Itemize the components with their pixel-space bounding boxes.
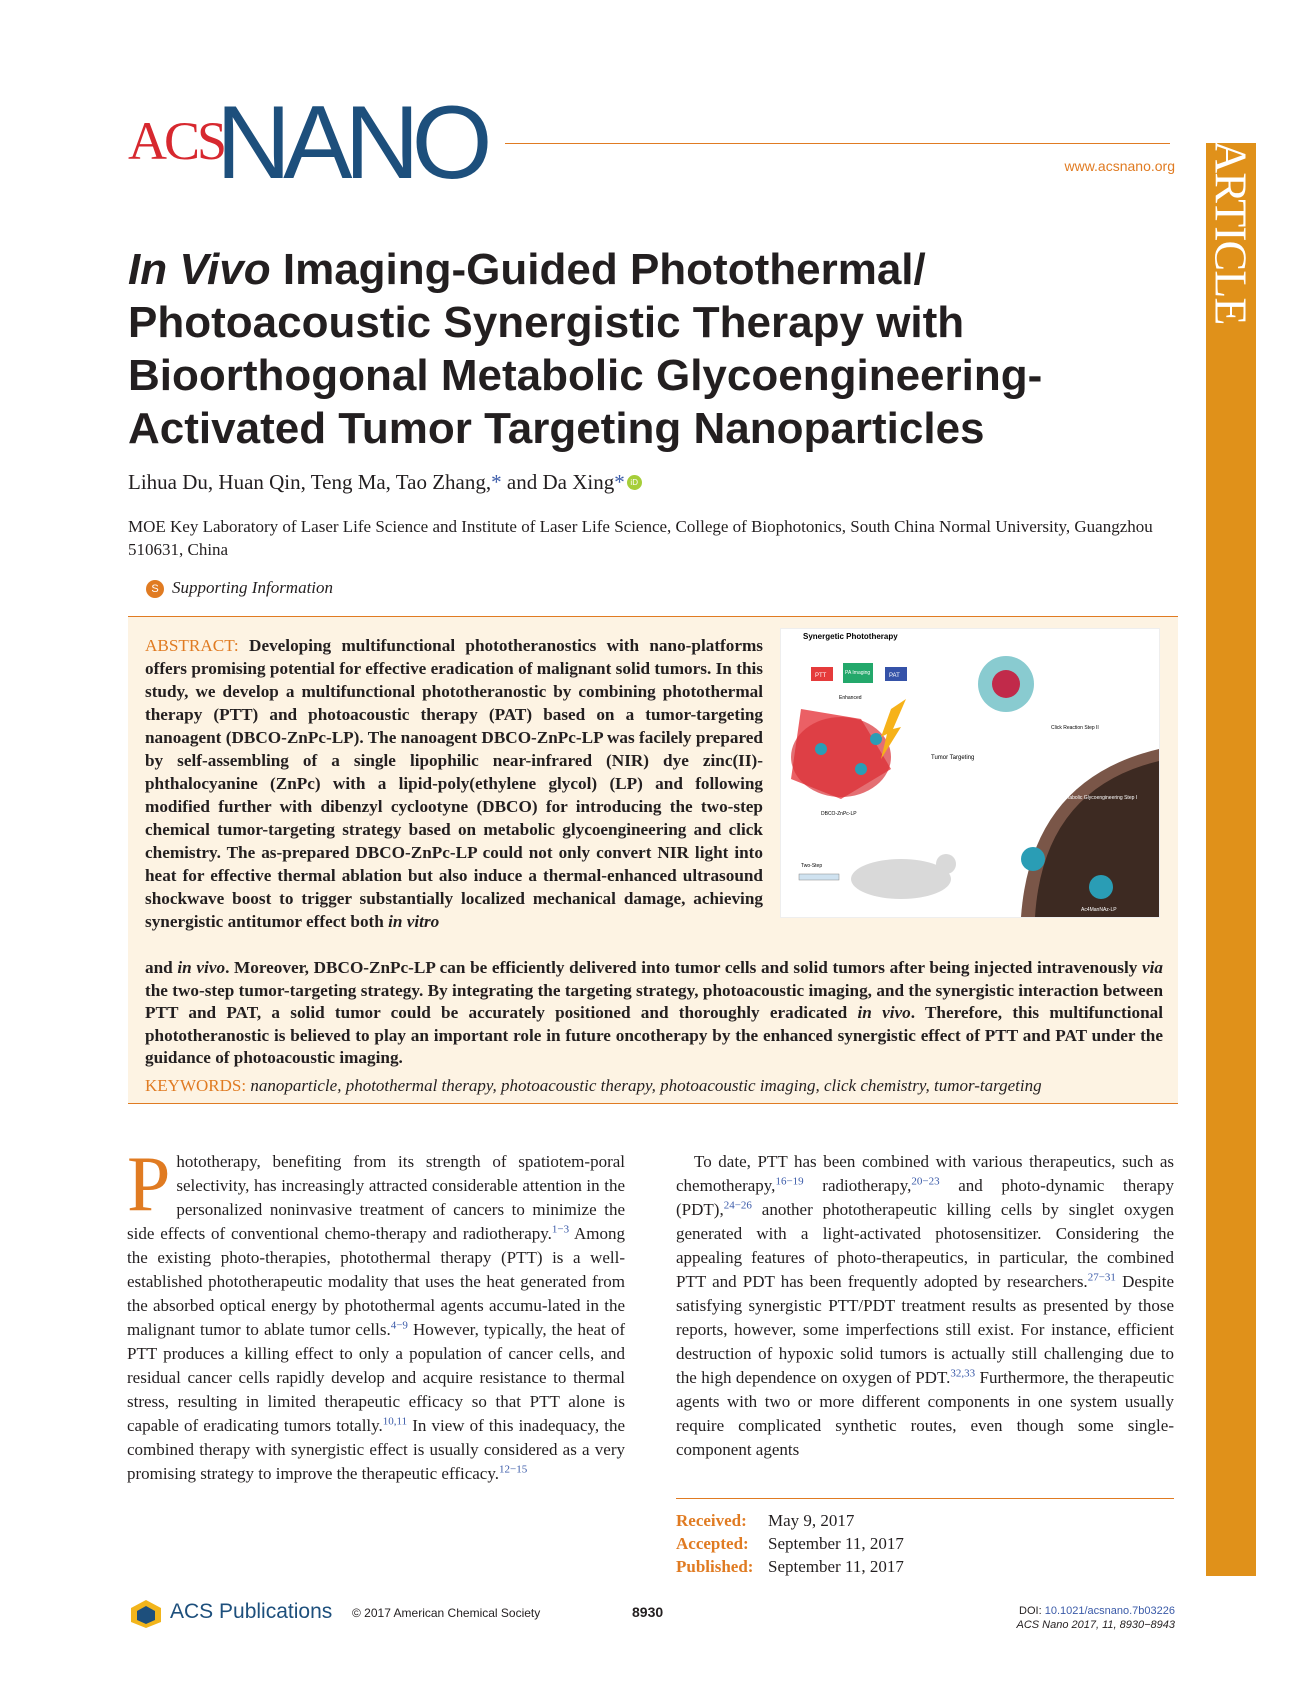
body-text: Among the existing photo-therapies, photothermal therapy (PTT) is a well-established phototherapeutic modality that uses the heat generated from the absorbed optical energy by photothermal agents accumu-lated in the malignant tumor to ablate tumor cells.	[127, 1224, 626, 1339]
nanoparticle	[815, 743, 827, 755]
citation-ref[interactable]: 12−15	[498, 1463, 528, 1476]
doi-link[interactable]: 10.1021/acsnano.7b03226	[1044, 1605, 1175, 1617]
nanoparticle	[855, 763, 867, 775]
received-label: Received:	[676, 1511, 747, 1530]
accepted-row	[676, 1532, 1174, 1555]
nanoparticle	[1021, 847, 1045, 871]
body-text: radiotherapy,	[803, 1176, 912, 1195]
citation-ref[interactable]: 16−19	[775, 1175, 804, 1188]
published-label: Published:	[676, 1557, 754, 1576]
body-text: hototherapy, benefiting from its strength of spatiotem-poral selectivity, has increasingly attracted considerable attention in the personalized noninvasive treatment of cancers to minimize the side effects of conventional chemo-therapy and radiotherapy.	[127, 1152, 625, 1243]
article-title	[128, 243, 1188, 455]
body-text: Furthermore, the therapeutic agents with two or more different components in one system usually require complicated synthetic routes, even though some single-component agents	[676, 1368, 1175, 1459]
authors-text: Lihua Du, Huan Qin, Teng Ma, Tao Zhang,	[128, 470, 492, 494]
publication-dates	[676, 1498, 1174, 1578]
accepted-date: September 11, 2017	[768, 1534, 904, 1553]
toc-pat: PAT	[889, 673, 900, 679]
body-column-2	[676, 1150, 1174, 1462]
supporting-info-icon: S	[146, 580, 164, 598]
title-italic: In Vivo	[128, 245, 271, 294]
page-number: 8930	[632, 1604, 664, 1620]
body-text: However, typically, the heat of PTT produces a killing effect to only a population of cancer cells, and residual cancer cells rapidly develop and acquire resistance to thermal stress, resulting in limited therapeutic efficacy so that PTT alone is capable of eradicating tumors totally.	[127, 1320, 625, 1435]
doi-block	[1016, 1604, 1175, 1632]
citation-ref[interactable]: 24−26	[723, 1199, 752, 1212]
abstract-text: the two-step tumor-targeting strategy. By integrating the targeting strategy, photoacoustic imaging, and the synergistic interaction between PTT and PAT, a solid tumor could be accurately positioned and thoroughly eradicated	[145, 980, 1163, 1022]
body-column-1	[127, 1140, 626, 1486]
received-date: May 9, 2017	[768, 1511, 855, 1530]
acs-hexagon-icon	[128, 1598, 164, 1628]
accepted-label: Accepted:	[676, 1534, 749, 1553]
logo-nano: NANO	[216, 85, 485, 201]
authors-last: and Da Xing	[501, 470, 615, 494]
orcid-icon[interactable]: iD	[627, 475, 642, 490]
toc-ptt: PTT	[815, 673, 827, 679]
keywords	[145, 1076, 1163, 1096]
abstract-label: ABSTRACT:	[145, 636, 239, 655]
header-rule	[505, 143, 1170, 144]
published-date: September 11, 2017	[768, 1557, 904, 1576]
logo-acs: ACS	[128, 111, 225, 171]
keywords-list: nanoparticle, photothermal therapy, photoacoustic therapy, photoacoustic imaging, click chemistry, tumor-targeting	[250, 1076, 1042, 1095]
citation-ref[interactable]: 1−3	[551, 1223, 570, 1236]
nanoparticle	[870, 733, 882, 745]
dropcap: P	[127, 1140, 171, 1227]
citation-ref[interactable]: 32,33	[950, 1367, 976, 1380]
corresponding-star[interactable]: *	[614, 470, 625, 494]
copyright: © 2017 American Chemical Society	[352, 1606, 541, 1620]
nanoparticle	[1089, 875, 1113, 899]
title-text: Imaging-Guided Photothermal/ Photoacoustic Synergistic Therapy with Bioorthogonal Metabolic Glycoengineering-Activated Tumor Targeting Nanoparticles	[128, 245, 1043, 453]
article-side-label: ARTICLE	[1205, 140, 1257, 325]
abstract-part2	[145, 957, 1163, 1070]
published-row	[676, 1555, 1174, 1578]
abstract-text: . Moreover, DBCO-ZnPc-LP can be efficiently delivered into tumor cells and solid tumors after being injected intravenously	[225, 958, 1138, 977]
abstract-italic: in vivo	[857, 1003, 911, 1022]
received-row	[676, 1509, 1174, 1532]
author-list	[128, 470, 642, 495]
abstract-part1	[145, 634, 763, 933]
toc-acman: Ac4ManNAz-LP	[1081, 907, 1117, 913]
body-text: another phototherapeutic killing cells by singlet oxygen generated with a light-activated photosensitizer. Considering the appealing features of photo-therapeutics, in particular, the combined PTT and PDT has been frequently adopted by researchers.	[676, 1200, 1174, 1291]
toc-click-reaction: Click Reaction Step II	[1051, 725, 1099, 731]
doi-label: DOI:	[1019, 1605, 1042, 1617]
toc-tumor-targeting: Tumor Targeting	[931, 755, 975, 761]
publisher-name[interactable]: ACS Publications	[170, 1600, 333, 1623]
body-text: Despite satisfying synergistic PTT/PDT treatment results as presented by those reports, however, some imperfections still exist. For instance, efficient destruction of hypoxic solid tumors is actually still challenging due to the high dependence on oxygen of PDT.	[676, 1272, 1174, 1387]
citation: ACS Nano 2017, 11, 8930−8943	[1016, 1619, 1175, 1631]
toc-title: Synergetic Phototherapy	[803, 632, 898, 641]
mouse	[851, 859, 951, 899]
citation-ref[interactable]: 27−31	[1087, 1271, 1116, 1284]
keywords-label: KEYWORDS:	[145, 1076, 247, 1095]
nanoparticle-core	[992, 670, 1020, 698]
toc-dbco: DBCO-ZnPc-LP	[821, 811, 857, 817]
citation-ref[interactable]: 4−9	[390, 1319, 408, 1332]
abstract-italic: via	[1142, 958, 1164, 977]
acs-publications-logo[interactable]	[128, 1598, 164, 1628]
citation-ref[interactable]: 20−23	[911, 1175, 940, 1188]
abstract-text: . Therefore, this multifunctional phototheranostic is believed to play an important role in future oncotherapy by the enhanced synergistic effect of PTT and PAT under the guidance of photoacoustic imaging.	[145, 1003, 1163, 1067]
abstract-text: Developing multifunctional phototheranostics with nano-platforms offers promising potential for effective eradication of malignant solid tumors. In this study, we develop a multifunctional phototheranostic by combining photothermal therapy (PTT) and photoacoustic therapy (PAT) based on a tumor-targeting nanoagent (DBCO-ZnPc-LP). The nanoagent DBCO-ZnPc-LP was facilely prepared by self-assembling of a single lipophilic near-infrared (NIR) dye zinc(II)-phthalocyanine (ZnPc) with a lipid-poly(ethylene glycol) (LP) and following modified further with dibenzyl cyclootyne (DBCO) for introducing the two-step chemical tumor-targeting strategy based on metabolic glycoengineering and click chemistry. The as-prepared DBCO-ZnPc-LP could not only convert NIR light into heat for effective thermal ablation but also induce a thermal-enhanced ultrasound shockwave boost to trigger substantially localized mechanical damage, achieving synergistic antitumor effect both	[145, 636, 764, 931]
mouse-head	[936, 854, 956, 874]
supporting-info-label: Supporting Information	[172, 578, 334, 597]
laser-bolt	[881, 699, 906, 759]
toc-pa-imaging: PA Imaging	[845, 670, 871, 676]
tumor-glow	[791, 717, 891, 797]
journal-url[interactable]: www.acsnano.org	[1064, 158, 1175, 174]
supporting-info-link[interactable]	[146, 578, 333, 598]
syringe	[799, 874, 839, 880]
affiliation: MOE Key Laboratory of Laser Life Science and Institute of Laser Life Science, College of Biophotonics, South China Normal University, Guangzhou 510631, China	[128, 517, 1153, 559]
abstract-italic: in vivo	[177, 958, 226, 977]
abstract-italic: in vitro	[388, 912, 440, 931]
body-text: To date, PTT has been combined with various therapeutics, such as chemotherapy,	[676, 1152, 1174, 1195]
citation-ref[interactable]: 10,11	[382, 1415, 408, 1428]
body-text: and photo-dynamic therapy (PDT),	[676, 1176, 1174, 1219]
abstract-text: and	[145, 958, 173, 977]
toc-graphic	[780, 628, 1160, 918]
body-text: In view of this inadequacy, the combined therapy with synergistic effect is usually considered as a very promising strategy to improve the therapeutic efficacy.	[127, 1416, 625, 1483]
toc-enhanced: Enhanced	[839, 695, 862, 701]
toc-two-step: Two-Step	[801, 863, 823, 869]
toc-metabolic: Metabolic Glycoengineering Step I	[1061, 795, 1138, 801]
corresponding-star[interactable]: *	[491, 470, 502, 494]
